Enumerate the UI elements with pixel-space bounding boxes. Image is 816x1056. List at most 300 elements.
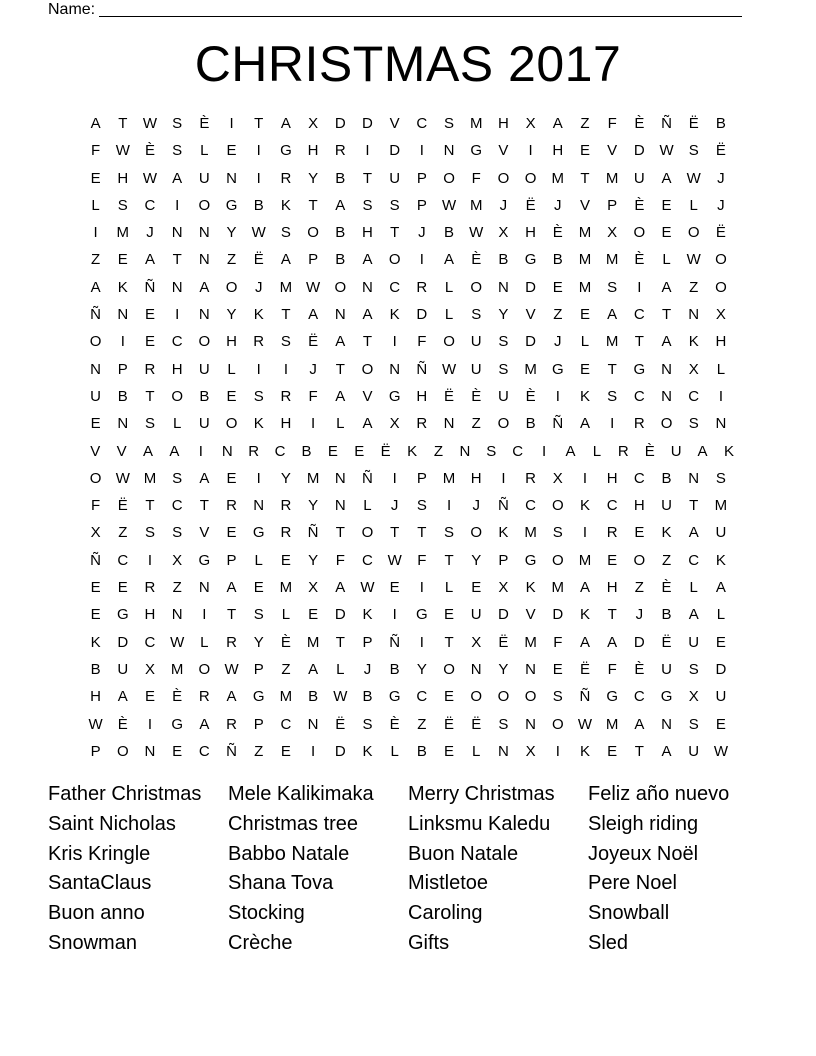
grid-letter: B xyxy=(362,688,373,706)
grid-letter: N xyxy=(688,469,700,487)
grid-letter: X xyxy=(498,579,509,597)
grid-letter: Ñ xyxy=(579,688,591,706)
grid-letter: È xyxy=(471,251,482,269)
grid-letter: M xyxy=(551,169,565,187)
grid-letter: T xyxy=(335,524,345,542)
grid-letter: T xyxy=(390,524,400,542)
grid-letter: E xyxy=(715,715,726,733)
grid-letter: G xyxy=(252,524,265,542)
grid-letter: O xyxy=(470,278,483,296)
grid-letter: B xyxy=(661,469,672,487)
grid-row xyxy=(82,114,742,141)
grid-letter: X xyxy=(172,551,183,569)
grid-letter: K xyxy=(688,333,699,351)
grid-letter: X xyxy=(525,742,536,760)
word-list-item: Feliz año nuevo xyxy=(588,783,730,805)
grid-letter: A xyxy=(661,169,672,187)
grid-letter: I xyxy=(229,115,234,132)
page-title: CHRISTMAS 2017 xyxy=(194,36,622,92)
grid-letter: U xyxy=(688,742,700,760)
grid-letter: S xyxy=(117,196,128,214)
grid-letter: N xyxy=(470,660,482,678)
grid-letter: C xyxy=(171,333,183,351)
grid-letter: M xyxy=(578,251,592,269)
grid-letter: B xyxy=(444,224,455,242)
grid-letter: A xyxy=(199,715,210,733)
grid-letter: Ë xyxy=(715,142,726,160)
grid-letter: N xyxy=(389,360,401,378)
grid-letter: U xyxy=(715,688,727,706)
grid-letter: J xyxy=(363,660,372,678)
grid-letter: Ë xyxy=(525,196,536,214)
word-list-item: Sleigh riding xyxy=(588,812,699,835)
grid-letter: I xyxy=(147,551,153,569)
grid-letter: H xyxy=(144,606,156,624)
grid-letter: O xyxy=(443,660,455,678)
grid-letter: O xyxy=(89,469,102,487)
grid-letter: M xyxy=(578,551,592,569)
grid-letter: W xyxy=(360,579,375,597)
grid-letter: L xyxy=(689,196,698,214)
grid-letter: È xyxy=(634,196,645,214)
grid-letter: U xyxy=(661,497,672,515)
grid-letter: G xyxy=(388,387,401,405)
grid-letter: Ñ xyxy=(661,115,672,132)
grid-letter: S xyxy=(362,715,373,733)
grid-letter: U xyxy=(633,169,645,187)
grid-letter: X xyxy=(308,115,319,132)
grid-letter: I xyxy=(93,224,98,242)
grid-letter: S xyxy=(280,333,291,351)
grid-letter: N xyxy=(362,278,373,296)
grid-letter: N xyxy=(497,742,509,760)
grid-letter: N xyxy=(90,360,102,378)
grid-letter: I xyxy=(501,469,506,487)
grid-letter: Y xyxy=(416,660,427,678)
grid-letter: L xyxy=(390,742,399,760)
grid-letter: E xyxy=(117,251,128,269)
grid-letter: B xyxy=(199,387,210,405)
grid-letter: N xyxy=(198,306,210,324)
grid-letter: J xyxy=(554,196,562,214)
grid-letter: Ë xyxy=(471,715,482,733)
grid-letter: N xyxy=(144,742,156,760)
grid-letter: E xyxy=(607,742,618,760)
grid-letter: I xyxy=(392,469,397,487)
grid-letter: I xyxy=(147,715,153,733)
grid-letter: P xyxy=(253,715,264,733)
grid-letter: T xyxy=(607,606,617,624)
grid-letter: M xyxy=(605,169,619,187)
grid-letter: E xyxy=(253,579,264,597)
grid-letter: F xyxy=(471,169,481,187)
grid-letter: D xyxy=(389,142,401,160)
grid-letter: E xyxy=(552,278,563,296)
grid-letter: A xyxy=(661,742,672,760)
grid-letter: I xyxy=(120,333,125,351)
grid-letter: N xyxy=(221,442,233,460)
word-list-item: Sled xyxy=(588,931,629,954)
grid-letter: S xyxy=(688,142,699,160)
grid-letter: I xyxy=(256,169,261,187)
grid-letter: H xyxy=(470,469,482,487)
grid-letter: E xyxy=(280,551,291,569)
grid-letter: I xyxy=(542,442,547,460)
grid-letter: P xyxy=(308,251,319,269)
grid-letter: L xyxy=(662,251,671,269)
grid-letter: F xyxy=(417,333,427,351)
grid-letter: B xyxy=(335,224,346,242)
grid-letter: U xyxy=(117,660,129,678)
grid-letter: E xyxy=(90,169,101,187)
grid-letter: S xyxy=(498,715,509,733)
grid-letter: T xyxy=(417,524,427,542)
grid-letter: N xyxy=(171,606,183,624)
grid-letter: O xyxy=(687,224,700,242)
grid-letter: C xyxy=(274,442,286,460)
grid-letter: Z xyxy=(433,442,444,460)
grid-letter: Z xyxy=(553,306,563,324)
grid-letter: N xyxy=(661,387,672,405)
grid-letter: C xyxy=(633,469,645,487)
word-list-item: Christmas tree xyxy=(228,812,359,835)
grid-letter: L xyxy=(580,333,590,351)
grid-letter: X xyxy=(688,360,699,378)
grid-letter: F xyxy=(308,387,318,405)
grid-letter: A xyxy=(335,333,346,351)
grid-letter: P xyxy=(117,360,128,378)
grid-letter: R xyxy=(248,442,260,460)
grid-letter: A xyxy=(362,415,373,433)
grid-letter: M xyxy=(306,633,320,651)
grid-letter: R xyxy=(280,387,292,405)
grid-letter: U xyxy=(198,415,210,433)
grid-letter: Ë xyxy=(444,387,455,405)
grid-letter: Y xyxy=(226,306,237,324)
grid-letter: E xyxy=(444,606,455,624)
grid-letter: O xyxy=(225,415,238,433)
grid-letter: S xyxy=(362,196,373,214)
grid-letter: G xyxy=(606,688,618,706)
grid-row xyxy=(82,578,742,605)
grid-letter: H xyxy=(280,415,292,433)
grid-letter: K xyxy=(579,606,590,624)
grid-letter: È xyxy=(117,715,128,733)
grid-letter: O xyxy=(524,169,537,187)
grid-letter: N xyxy=(334,497,346,515)
grid-letter: F xyxy=(91,497,101,515)
grid-letter: U xyxy=(389,169,401,187)
grid-letter: A xyxy=(579,579,590,597)
grid-letter: È xyxy=(389,715,400,733)
grid-letter: Z xyxy=(689,278,699,296)
grid-letter: C xyxy=(144,633,156,651)
grid-letter: I xyxy=(582,469,588,487)
grid-letter: T xyxy=(118,115,128,132)
grid-letter: M xyxy=(524,360,537,378)
word-list-item: Merry Christmas xyxy=(408,783,555,805)
grid-letter: O xyxy=(198,333,211,351)
grid-letter: V xyxy=(525,306,536,324)
grid-letter: S xyxy=(486,442,497,460)
grid-letter: X xyxy=(525,115,536,132)
grid-row xyxy=(82,496,742,523)
grid-letter: K xyxy=(525,579,536,597)
grid-letter: K xyxy=(253,415,264,433)
grid-letter: W xyxy=(115,469,130,487)
grid-letter: Y xyxy=(308,497,319,515)
grid-letter: Ñ xyxy=(416,360,428,378)
grid-letter: C xyxy=(144,196,156,214)
grid-letter: L xyxy=(281,606,291,624)
grid-letter: F xyxy=(335,551,345,569)
grid-letter: O xyxy=(660,415,673,433)
grid-letter: S xyxy=(688,660,699,678)
grid-letter: L xyxy=(444,306,454,324)
grid-letter: C xyxy=(633,306,645,324)
grid-letter: A xyxy=(552,115,563,132)
grid-letter: W xyxy=(115,142,130,160)
grid-letter: M xyxy=(605,715,619,733)
grid-letter: M xyxy=(469,115,483,132)
grid-letter: Ë xyxy=(688,115,699,132)
grid-letter: A xyxy=(199,278,210,296)
grid-letter: L xyxy=(227,360,236,378)
grid-letter: I xyxy=(175,306,180,324)
grid-letter: Z xyxy=(118,524,128,542)
grid-letter: N xyxy=(253,497,265,515)
grid-letter: A xyxy=(335,387,346,405)
name-label: Name: xyxy=(48,1,96,18)
grid-letter: E xyxy=(579,360,590,378)
grid-letter: F xyxy=(553,633,563,651)
grid-letter: O xyxy=(171,387,183,405)
grid-letter: O xyxy=(633,224,646,242)
grid-letter: S xyxy=(688,415,699,433)
grid-letter: I xyxy=(419,633,424,651)
grid-letter: N xyxy=(661,360,672,378)
grid-letter: D xyxy=(497,606,509,624)
grid-letter: S xyxy=(172,115,183,132)
grid-row xyxy=(82,660,742,687)
grid-letter: H xyxy=(226,333,237,351)
grid-letter: X xyxy=(715,306,726,324)
grid-letter: B xyxy=(552,251,563,269)
grid-letter: U xyxy=(715,524,727,542)
grid-letter: M xyxy=(306,469,320,487)
grid-row xyxy=(82,551,742,578)
grid-letter: A xyxy=(280,115,291,132)
grid-letter: Ñ xyxy=(497,497,509,515)
grid-letter: S xyxy=(253,387,264,405)
word-list-item: Pere Noel xyxy=(588,872,677,895)
word-list-item: Saint Nicholas xyxy=(48,812,176,835)
grid-letter: H xyxy=(171,360,183,378)
grid-letter: E xyxy=(226,524,237,542)
grid-letter: A xyxy=(579,633,590,651)
grid-letter: È xyxy=(280,633,291,651)
grid-letter: W xyxy=(251,224,266,242)
grid-letter: D xyxy=(715,660,727,678)
word-list-item: Kris Kringle xyxy=(48,842,151,865)
grid-letter: A xyxy=(697,442,708,460)
grid-letter: R xyxy=(416,415,428,433)
grid-letter: È xyxy=(661,579,672,597)
grid-letter: W xyxy=(686,251,701,269)
grid-letter: I xyxy=(419,142,424,160)
grid-letter: E xyxy=(90,579,101,597)
grid-letter: F xyxy=(607,660,617,678)
grid-letter: Ñ xyxy=(144,278,156,296)
grid-letter: C xyxy=(117,551,129,569)
grid-letter: N xyxy=(525,660,537,678)
grid-letter: C xyxy=(633,688,645,706)
grid-letter: P xyxy=(226,551,237,569)
grid-letter: G xyxy=(198,551,211,569)
grid-letter: R xyxy=(525,469,537,487)
grid-letter: E xyxy=(579,142,590,160)
grid-letter: S xyxy=(471,306,482,324)
grid-letter: A xyxy=(144,251,155,269)
grid-letter: A xyxy=(308,660,319,678)
grid-letter: È xyxy=(144,142,155,160)
grid-letter: Ë xyxy=(253,251,264,269)
grid-letter: È xyxy=(634,660,645,678)
grid-letter: E xyxy=(280,742,291,760)
grid-row xyxy=(82,305,742,332)
grid-letter: B xyxy=(715,115,726,132)
grid-letter: U xyxy=(661,660,672,678)
grid-letter: K xyxy=(579,742,590,760)
grid-letter: Z xyxy=(580,115,590,132)
grid-letter: T xyxy=(444,633,454,651)
grid-letter: I xyxy=(256,142,261,160)
grid-letter: R xyxy=(253,333,265,351)
grid-letter: Z xyxy=(634,579,644,597)
word-list-item: Joyeux Noël xyxy=(588,842,699,865)
grid-letter: V xyxy=(525,606,536,624)
grid-letter: H xyxy=(606,469,618,487)
grid-letter: H xyxy=(552,142,564,160)
grid-row xyxy=(82,360,742,387)
grid-letter: T xyxy=(444,551,454,569)
grid-letter: C xyxy=(512,442,524,460)
grid-letter: C xyxy=(416,688,428,706)
grid-letter: S xyxy=(498,360,509,378)
grid-letter: A xyxy=(362,306,373,324)
grid-letter: P xyxy=(416,196,427,214)
grid-letter: R xyxy=(144,579,156,597)
grid-letter: O xyxy=(89,333,102,351)
name-field xyxy=(48,0,742,18)
grid-row xyxy=(82,687,742,714)
grid-letter: M xyxy=(442,469,456,487)
grid-letter: Ë xyxy=(661,633,672,651)
grid-letter: D xyxy=(525,333,537,351)
grid-letter: B xyxy=(308,688,319,706)
grid-letter: W xyxy=(170,633,185,651)
grid-letter: D xyxy=(334,742,346,760)
grid-letter: H xyxy=(362,224,373,242)
grid-letter: R xyxy=(617,442,629,460)
grid-letter: A xyxy=(661,278,672,296)
word-list xyxy=(48,781,768,960)
grid-letter: I xyxy=(175,196,180,214)
grid-letter: P xyxy=(362,633,373,651)
grid-letter: Z xyxy=(471,415,481,433)
grid-letter: N xyxy=(443,415,455,433)
grid-letter: R xyxy=(633,415,645,433)
grid-letter: S xyxy=(498,333,509,351)
grid-letter: E xyxy=(579,306,590,324)
grid-letter: W xyxy=(441,196,457,214)
grid-letter: F xyxy=(607,115,617,132)
grid-letter: B xyxy=(90,660,101,678)
grid-letter: U xyxy=(198,169,210,187)
grid-letter: W xyxy=(142,169,158,187)
grid-row xyxy=(82,250,742,277)
grid-letter: R xyxy=(226,633,237,651)
grid-letter: I xyxy=(283,360,288,378)
grid-letter: Ë xyxy=(579,660,590,678)
grid-letter: Ë xyxy=(715,224,726,242)
grid-letter: N xyxy=(334,306,346,324)
grid-letter: U xyxy=(90,387,102,405)
grid-letter: U xyxy=(470,606,482,624)
grid-letter: O xyxy=(497,169,510,187)
grid-row xyxy=(82,414,742,441)
grid-row xyxy=(82,278,742,305)
grid-letter: N xyxy=(497,278,509,296)
grid-letter: O xyxy=(470,688,483,706)
grid-letter: S xyxy=(688,715,699,733)
grid-letter: I xyxy=(311,742,316,760)
grid-letter: N xyxy=(198,251,210,269)
grid-letter: E xyxy=(144,306,155,324)
grid-letter: Ñ xyxy=(307,524,319,542)
grid-letter: G xyxy=(551,360,564,378)
grid-letter: E xyxy=(389,579,400,597)
grid-letter: Ë xyxy=(380,442,391,460)
grid-letter: Ë xyxy=(117,497,128,515)
grid-letter: Y xyxy=(308,551,319,569)
grid-letter: N xyxy=(715,415,727,433)
grid-letter: U xyxy=(688,633,700,651)
word-search-grid xyxy=(82,114,742,769)
grid-letter: C xyxy=(280,715,292,733)
grid-letter: C xyxy=(606,497,618,515)
grid-letter: A xyxy=(579,415,590,433)
grid-letter: I xyxy=(392,606,397,624)
grid-letter: J xyxy=(309,360,317,378)
word-list-item: SantaClaus xyxy=(48,872,152,895)
grid-letter: K xyxy=(661,524,672,542)
grid-letter: G xyxy=(416,606,428,624)
grid-letter: M xyxy=(524,633,537,651)
grid-letter: Y xyxy=(308,169,319,187)
grid-letter: W xyxy=(713,742,728,760)
grid-letter: S xyxy=(172,142,183,160)
grid-letter: M xyxy=(279,278,293,296)
grid-letter: T xyxy=(634,333,644,351)
grid-letter: K xyxy=(280,196,291,214)
grid-letter: G xyxy=(524,551,537,569)
grid-letter: P xyxy=(416,469,427,487)
grid-letter: J xyxy=(390,497,399,515)
grid-letter: J xyxy=(554,333,562,351)
grid-letter: A xyxy=(226,688,237,706)
grid-letter: È xyxy=(199,115,210,132)
